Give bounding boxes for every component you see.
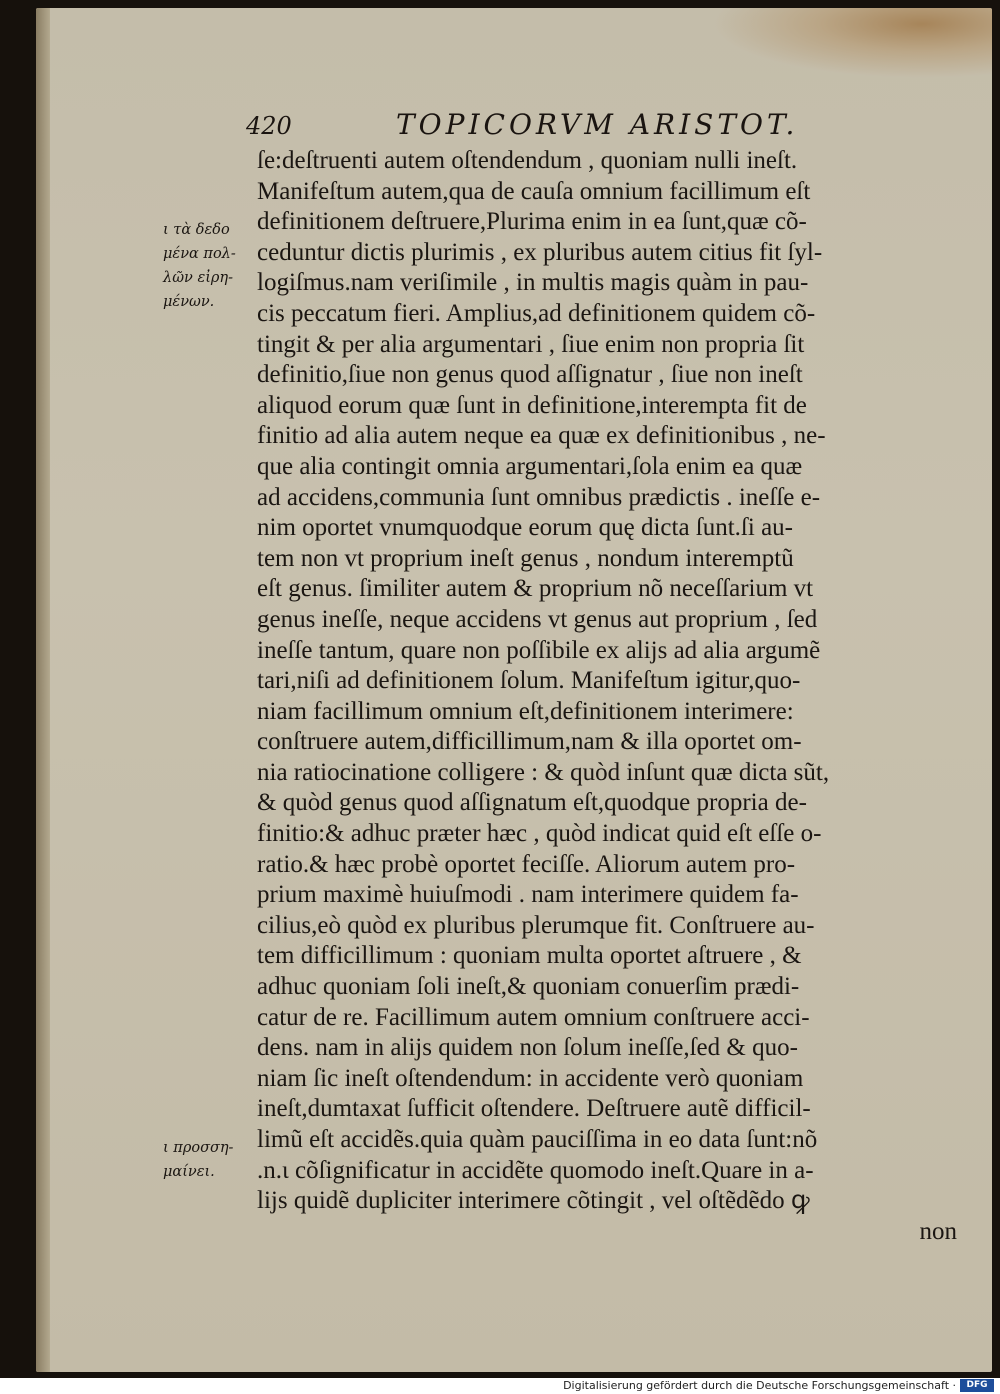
text-line: nia ratiocinatione colligere : & quòd inſunt quæ dicta sũt, [257, 758, 830, 786]
catchword: non [919, 1217, 957, 1245]
page-number: 420 [246, 112, 292, 140]
digitization-footer [0, 1378, 1000, 1394]
text-line: .n.ι cõſignificatur in accidẽte quomodo ineſt.Quare in a- [257, 1156, 814, 1184]
water-stain [712, 8, 992, 78]
text-line: aliquod eorum quæ ſunt in definitione,interempta fit de [257, 391, 807, 419]
text-line: definitionem deſtruere,Plurima enim in ea ſunt,quæ cõ- [257, 208, 807, 236]
marginal-line: μένων. [163, 294, 215, 310]
page-header [246, 108, 946, 148]
text-line: ſe:deſtruenti autem oſtendendum , quoniam nulli ineſt. [257, 147, 798, 174]
text-line: catur de re. Facillimum autem omnium conſtruere acci- [257, 1003, 810, 1031]
page-edge [36, 8, 50, 1372]
text-line: niam facillimum omnium eſt,definitionem interimere: [257, 697, 794, 725]
text-line: definitio,ſiue non genus quod aſſignatur , ſiue non ineſt [257, 361, 803, 389]
marginal-line: λῶν εἰρη- [163, 270, 234, 286]
text-line: nim oportet vnumquodque eorum quę dicta ſunt.ſi au- [257, 514, 793, 542]
text-line: ad accidens,communia ſunt omnibus prædictis . ineſſe e- [257, 483, 821, 511]
running-head: TOPICORVM ARISTOT. [396, 108, 799, 141]
body-text [257, 146, 957, 1247]
text-line: que alia contingit omnia argumentari,ſola enim ea quæ [257, 452, 803, 480]
book-page [36, 8, 992, 1372]
text-line: logiſmus.nam veriſimile , in multis magis quàm in pau- [257, 269, 809, 297]
text-line: & quòd genus quod aſſignatum eſt,quodque propria de- [257, 789, 807, 817]
text-line: limũ eſt accidẽs.quia quàm pauciſſima in eo data ſunt:nõ [257, 1126, 818, 1153]
text-line: lijs quidẽ dupliciter interimere cõtingit , vel oſtẽdẽdo ꝙ [257, 1187, 810, 1215]
text-line: adhuc quoniam ſoli ineſt,& quoniam conuerſim prædi- [257, 973, 800, 1001]
text-line: finitio:& adhuc præter hæc , quòd indicat quid eſt eſſe o- [257, 820, 822, 848]
text-line: tem non vt proprium ineſt genus , nondum interemptũ [257, 544, 794, 572]
text-line: cilius,eò quòd ex pluribus plerumque fit. Conſtruere au- [257, 911, 815, 939]
text-line: tari,niſi ad definitionem ſolum. Manifeſtum igitur,quo- [257, 667, 801, 695]
dfg-logo-icon: DFG [960, 1379, 994, 1392]
text-line: conſtruere autem,difficillimum,nam & illa oportet om- [257, 728, 802, 756]
marginal-line: μένα πολ- [163, 246, 236, 262]
text-line: ceduntur dictis plurimis , ex pluribus autem citius fit ſyl- [257, 238, 823, 266]
marginal-note-2 [163, 1136, 263, 1184]
text-line: genus ineſſe, neque accidens vt genus aut proprium , ſed [257, 605, 818, 633]
text-line: niam ſic ineſt oſtendendum: in accidente verò quoniam [257, 1064, 804, 1092]
text-line: eſt genus. ſimiliter autem & proprium nõ neceſſarium vt [257, 575, 814, 603]
marginal-line: ι προσση- [163, 1140, 234, 1156]
text-line: prium maximè huiuſmodi . nam interimere quidem fa- [257, 881, 799, 909]
text-line: tem difficillimum : quoniam multa oportet aſtruere , & [257, 942, 802, 970]
text-line: cis peccatum fieri. Amplius,ad definitionem quidem cõ- [257, 299, 816, 327]
marginal-line: ι τὰ δεδο [163, 222, 230, 238]
marginal-note-1 [163, 218, 263, 314]
text-line: ineſſe tantum, quare non poſſibile ex alijs ad alia argumẽ [257, 636, 821, 664]
text-line: Manifeſtum autem,qua de cauſa omnium facillimum eſt [257, 177, 811, 205]
marginal-line: μαίνει. [163, 1164, 215, 1180]
text-line: finitio ad alia autem neque ea quæ ex definitionibus , ne- [257, 422, 826, 450]
text-line: dens. nam in alijs quidem non ſolum ineſſe,ſed & quo- [257, 1034, 798, 1062]
text-line: ratio.& hæc probè oportet feciſſe. Aliorum autem pro- [257, 850, 796, 878]
text-line: ineſt,dumtaxat ſufficit oſtendere. Deſtruere autẽ difficil- [257, 1095, 811, 1123]
text-line: tingit & per alia argumentari , ſiue enim non propria ſit [257, 330, 805, 358]
funding-credit: Digitalisierung gefördert durch die Deutsche Forschungsgemeinschaft · [563, 1379, 956, 1392]
